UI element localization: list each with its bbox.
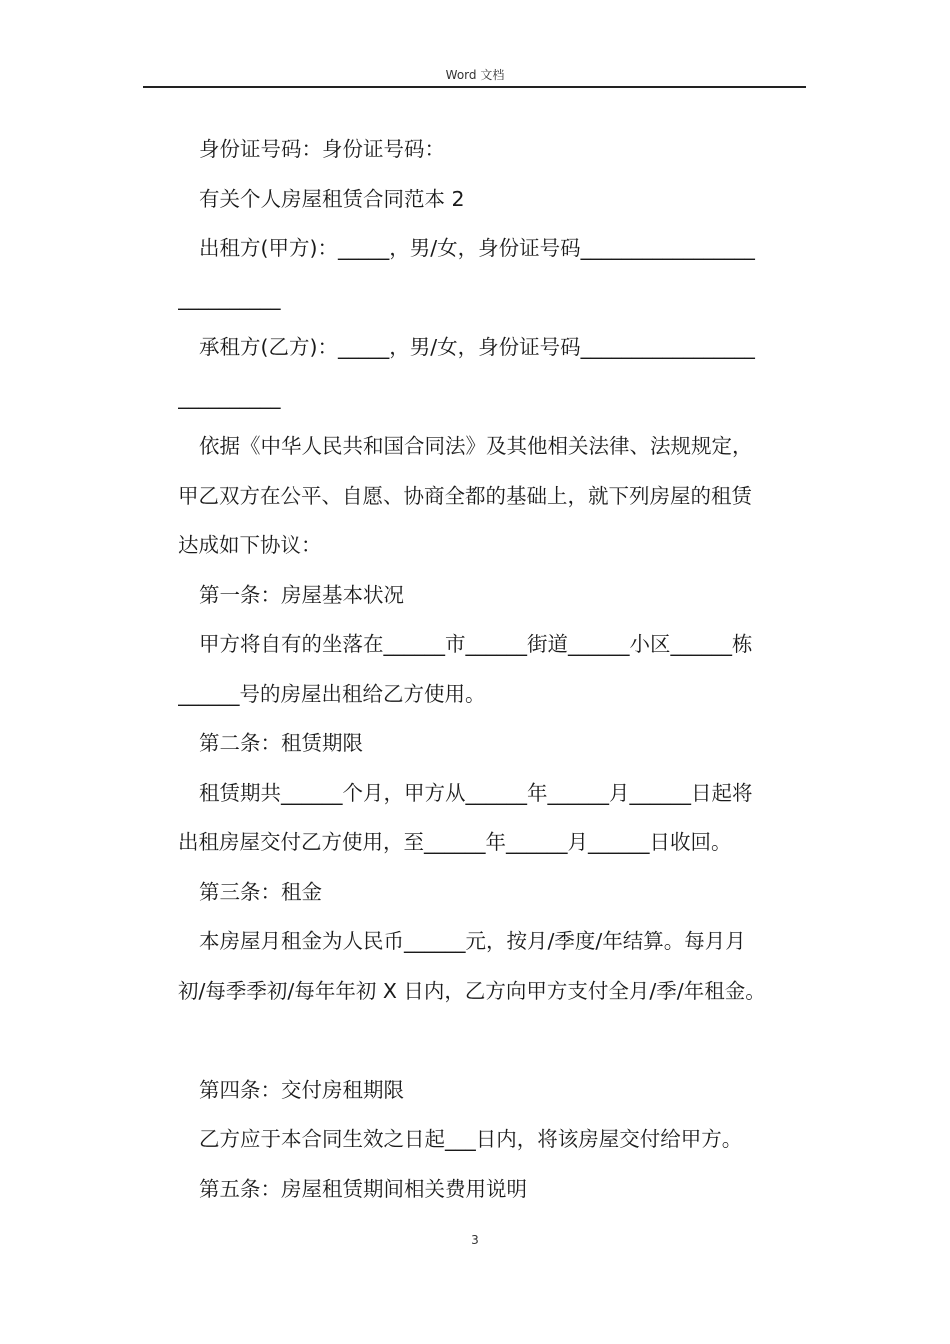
id-number-line: 身份证号码：身份证号码： [199, 137, 445, 161]
article-4-heading: 第四条：交付房租期限 [199, 1077, 404, 1102]
page-number: 3 [471, 1233, 479, 1247]
article-2-line-1: 租赁期共______个月，甲方从______年______月______日起将 [199, 780, 753, 805]
article-4-line-1: 乙方应于本合同生效之日起___日内，将该房屋交付给甲方。 [199, 1127, 743, 1151]
article-1-line-1: 甲方将自有的坐落在______市______街道______小区______栋 [199, 632, 753, 656]
article-3-heading: 第三条：租金 [199, 879, 322, 904]
page-header: Word 文档 [445, 68, 505, 82]
article-5-heading: 第五条：房屋租赁期间相关费用说明 [199, 1176, 527, 1201]
contract-title: 有关个人房屋租赁合同范本 2 [199, 186, 465, 211]
article-2-heading: 第二条：租赁期限 [199, 731, 363, 755]
header-divider [143, 86, 806, 88]
preamble-line-2: 甲乙双方在公平、自愿、协商全都的基础上，就下列房屋的租赁 [178, 483, 752, 508]
article-3-line-1: 本房屋月租金为人民币______元，按月/季度/年结算。每月月 [199, 929, 746, 953]
article-2-line-2: 出租房屋交付乙方使用，至______年______月______日收回。 [178, 830, 732, 854]
lessee-line-continuation: __________ [178, 384, 281, 409]
article-1-heading: 第一条：房屋基本状况 [199, 582, 404, 607]
preamble-line-1: 依据《中华人民共和国合同法》及其他相关法律、法规规定， [199, 434, 753, 458]
document-body [178, 125, 800, 1214]
lessee-line: 承租方(乙方)：_____，男/女，身份证号码_________________ [199, 335, 755, 359]
lessor-line: 出租方(甲方)：_____，男/女，身份证号码_________________ [199, 236, 755, 260]
article-1-line-2: ______号的房屋出租给乙方使用。 [178, 681, 486, 706]
article-3-line-2: 初/每季季初/每年年初 X 日内，乙方向甲方支付全月/季/年租金。 [178, 978, 766, 1003]
lessor-line-continuation: __________ [178, 285, 281, 310]
paragraph-gap [178, 1016, 800, 1066]
preamble-line-3: 达成如下协议： [178, 533, 322, 557]
